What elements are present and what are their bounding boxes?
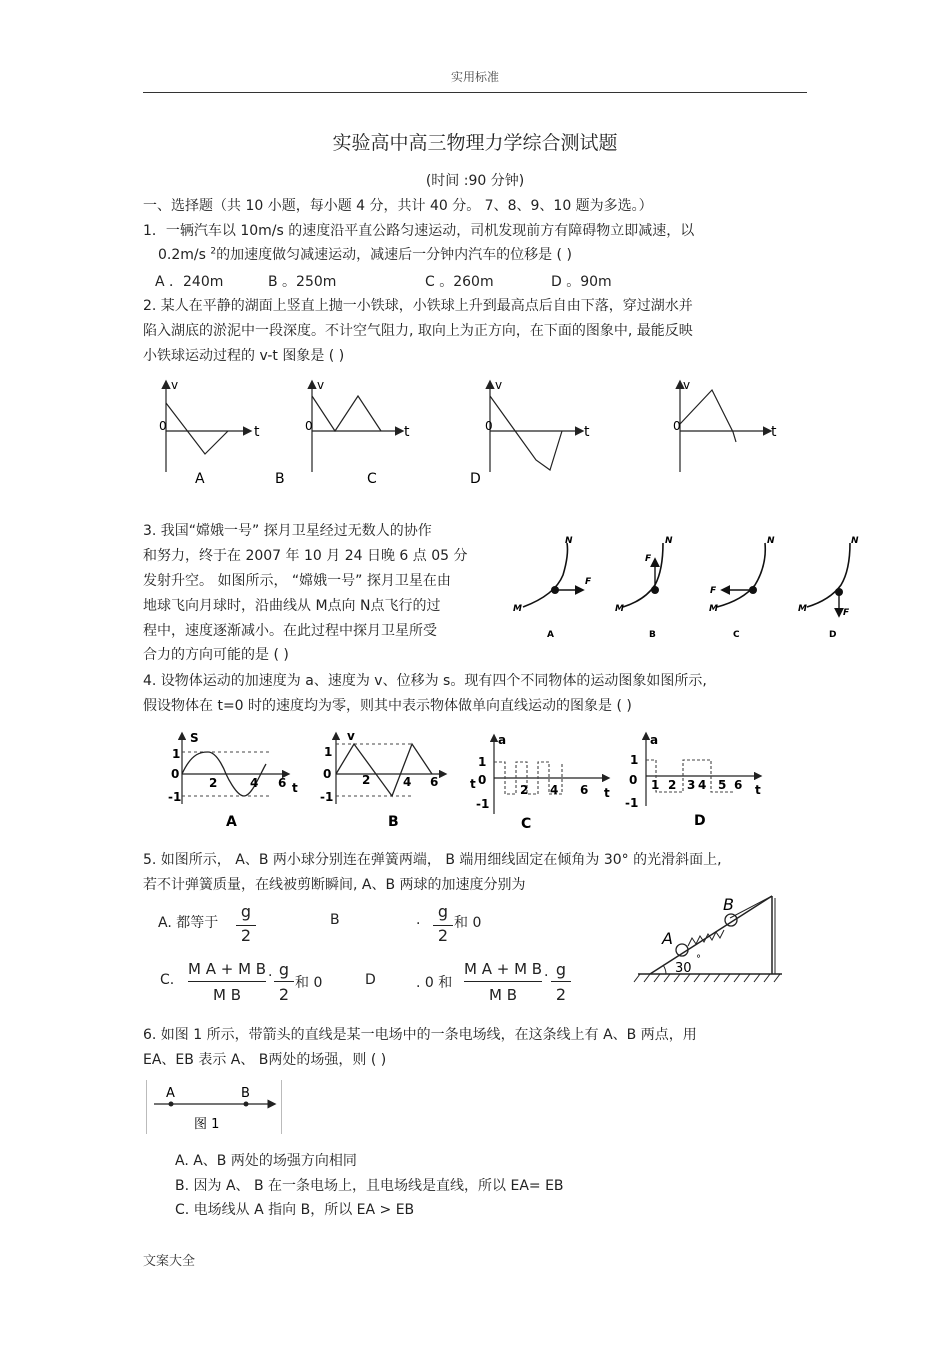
q2-origin: 0 [159, 419, 167, 433]
q4-axis-t: t [470, 777, 476, 791]
q4-graph-a [168, 731, 298, 830]
q2-axis-t: t [254, 424, 260, 440]
q2-vt-graphs [150, 372, 790, 492]
q4-tick-x: 4 [250, 776, 259, 790]
q1-line2: 0.2m/s $^2$的加速度做匀减速运动，减速后一分钟内汽车的位移是 ( ) [158, 246, 572, 263]
q5-incline-figure [630, 888, 800, 988]
q5-angle-label: 30 [675, 961, 692, 976]
q2-graph-1 [159, 378, 260, 472]
q3-point-m: M [513, 604, 522, 614]
q2-axis-v: v [683, 378, 691, 392]
q4-tick-x: 2 [209, 776, 218, 790]
q4-tick-0: 0 [323, 767, 332, 781]
q6-line2: EA、EB 表示 A、 B两处的场强，则 ( ) [143, 1052, 387, 1068]
q3-label-a: A [547, 630, 554, 640]
q5-option-b-dot: . [416, 912, 421, 928]
q3-line3: 发射升空。 如图所示， “嫦娥一号” 探月卫星在由 [143, 573, 451, 589]
q6-line1: 6. 如图 1 所示，带箭头的直线是某一电场中的一条电场线，在这条线上有 A、B 两点，用 [143, 1027, 697, 1043]
q3-label-b: B [649, 630, 656, 640]
section-heading: 一、选择题（共 10 小题，每小题 4 分，共计 40 分。 7、8、9、10 题为多选。） [143, 198, 653, 214]
q2-graph-3 [485, 378, 590, 472]
q4-graph-c [470, 733, 610, 832]
q5-option-d-g: g [555, 960, 567, 979]
q5-option-c-label: C. [160, 972, 175, 988]
q2-origin: 0 [673, 419, 681, 433]
q4-tick-0: 0 [478, 773, 487, 787]
q6-option-c: C. 电场线从 A 指向 B，所以 EA > EB [175, 1202, 415, 1218]
q5-option-c-2: 2 [278, 985, 290, 1004]
q4-graph-d [625, 733, 761, 829]
page-footer: 文案大全 [143, 1254, 196, 1269]
q4-tick-m1: -1 [320, 790, 334, 804]
q4-label-c: C [521, 816, 532, 832]
q3-point-m: M [798, 604, 807, 614]
q5-ball-b-label: B [723, 895, 734, 914]
q4-tick-x: 4 [698, 778, 707, 792]
q5-option-b-numerator: g [437, 902, 449, 921]
header-rule [143, 92, 807, 93]
q3-line2: 和努力，终于在 2007 年 10 月 24 日晚 6 点 05 分 [143, 548, 468, 564]
q2-line1: 2. 某人在平静的湖面上竖直上抛一小铁球，小铁球上升到最高点后自由下落，穿过湖水并 [143, 298, 693, 314]
q2-axis-v: v [317, 378, 325, 392]
q1-line1: 1．一辆汽车以 10m/s 的速度沿平直公路匀速运动，司机发现前方有障碍物立即减速，以 [143, 223, 695, 239]
q4-line2: 假设物体在 t=0 时的速度均为零，则其中表示物体做单向直线运动的图象是 ( ) [143, 698, 632, 714]
q4-tick-m1: -1 [476, 797, 490, 811]
q1-option-d: D 。90m [551, 274, 612, 290]
q5-option-d-text: . 0 和 [416, 975, 453, 991]
q3-diagram-c [709, 536, 775, 640]
q5-option-d-denominator: M B [488, 986, 517, 1004]
exam-duration: (时间 :90 分钟) [425, 173, 525, 189]
q5-fraction-bar [188, 981, 266, 982]
q6-point-a: A [166, 1086, 175, 1101]
q4-tick-1: 1 [324, 745, 333, 759]
q3-point-m: M [615, 604, 624, 614]
q5-fraction-bar [551, 981, 571, 982]
q5-line1: 5. 如图所示， A、B 两小球分别连在弹簧两端， B 端用细线固定在倾角为 30° 的光滑斜面上, [143, 852, 722, 868]
q5-option-b-label: B [330, 912, 340, 928]
q4-label-b: B [388, 814, 399, 830]
q3-point-n: N [767, 536, 775, 546]
q3-force-label: F [843, 608, 850, 618]
q4-tick-x: 2 [668, 778, 677, 792]
q4-tick-m1: -1 [168, 790, 182, 804]
q3-force-label: F [645, 554, 652, 564]
q2-line2: 陷入湖底的淤泥中一段深度。不计空气阻力, 取向上为正方向，在下面的图象中, 最能反映 [143, 323, 693, 339]
q4-tick-x: 1 [651, 778, 660, 792]
q4-motion-graphs [160, 728, 780, 834]
q2-origin: 0 [485, 419, 493, 433]
q2-label-b: B [275, 471, 285, 487]
q5-option-d-numerator: M A + M B [464, 960, 543, 978]
q5-option-a-numerator: g [240, 902, 252, 921]
q2-axis-v: v [495, 378, 503, 392]
q6-field-line-figure [146, 1080, 280, 1136]
q4-label-d: D [694, 813, 706, 829]
q5-fraction-bar [464, 981, 542, 982]
q5-option-c-denominator: M B [212, 986, 241, 1004]
q4-tick-x: 4 [550, 783, 559, 797]
q6-option-a: A. A、B 两处的场强方向相同 [175, 1153, 357, 1169]
q5-degree-symbol: ° [696, 954, 701, 965]
q5-option-a-denominator: 2 [240, 926, 252, 945]
q2-label-c: C [367, 471, 377, 487]
q4-tick-0: 0 [171, 767, 180, 781]
q4-axis-t: t [755, 783, 761, 797]
q4-tick-1: 1 [630, 753, 639, 767]
q3-line6: 合力的方向可能的是 ( ) [143, 647, 289, 663]
q5-option-c-zero: 和 0 [295, 975, 323, 991]
q2-label-a: A [195, 471, 205, 487]
q2-label-d: D [470, 471, 481, 487]
q2-axis-t: t [584, 424, 590, 440]
q6-option-b: B. 因为 A、 B 在一条电场上，且电场线是直线，所以 EA= EB [175, 1178, 564, 1194]
q2-graph-4 [673, 378, 777, 472]
q3-point-n: N [565, 536, 573, 546]
q3-line5: 程中，速度逐渐减小。在此过程中探月卫星所受 [143, 623, 437, 639]
q3-force-label: F [585, 577, 592, 587]
q2-line3: 小铁球运动过程的 v-t 图象是 ( ) [143, 348, 345, 364]
q4-tick-x: 2 [520, 783, 529, 797]
q3-point-m: M [709, 604, 718, 614]
q5-line2: 若不计弹簧质量，在线被剪断瞬间, A、B 两球的加速度分别为 [143, 877, 526, 893]
q4-tick-x: 6 [278, 776, 287, 790]
q3-diagram-b [615, 536, 673, 640]
q4-axis-s: S [190, 731, 199, 745]
q2-axis-v: v [171, 378, 179, 392]
q5-option-b-denominator: 2 [437, 926, 449, 945]
q3-diagram-a [513, 536, 592, 640]
q4-tick-1: 1 [172, 747, 181, 761]
q3-force-label: F [710, 586, 717, 596]
q1-option-a: A ．240m [155, 274, 224, 290]
q2-graph-2 [305, 378, 410, 472]
q4-tick-x: 4 [403, 775, 412, 789]
q6-figure-caption: 图 1 [194, 1117, 220, 1132]
q5-option-d-2: 2 [555, 985, 567, 1004]
q2-axis-t: t [404, 424, 410, 440]
q3-line1: 3. 我国“嫦娥一号” 探月卫星经过无数人的协作 [143, 523, 432, 539]
q4-tick-x: 6 [430, 775, 439, 789]
q3-force-diagrams [505, 535, 865, 645]
q5-fraction-bar [274, 981, 294, 982]
q2-axis-t: t [771, 424, 777, 440]
q5-option-c-g: g [278, 960, 290, 979]
q4-tick-x: 3 [687, 778, 696, 792]
q4-axis-a: a [498, 733, 507, 747]
q6-point-b: B [241, 1086, 250, 1101]
q4-tick-x: 6 [734, 778, 743, 792]
q3-diagram-d [798, 536, 859, 640]
q4-label-a: A [226, 814, 237, 830]
q1-option-b: B 。250m [268, 274, 337, 290]
q4-tick-x: 2 [362, 773, 371, 787]
q3-point-n: N [851, 536, 859, 546]
q2-origin: 0 [305, 419, 313, 433]
q4-tick-0: 0 [629, 773, 638, 787]
exam-title: 实验高中高三物理力学综合测试题 [332, 132, 618, 154]
q5-option-d-label: D [365, 972, 376, 988]
q5-option-a-label: A. 都等于 [158, 915, 219, 931]
q4-line1: 4. 设物体运动的加速度为 a、速度为 v、位移为 s。现有四个不同物体的运动图象如图所示, [143, 673, 707, 689]
q4-axis-t: t [292, 781, 298, 795]
q4-axis-v: v [347, 729, 355, 743]
q4-tick-m1: -1 [625, 796, 639, 810]
q1-option-c: C 。260m [425, 274, 494, 290]
q4-axis-t: t [604, 786, 610, 800]
q5-ball-a-label: A [662, 929, 673, 948]
page-header: 实用标准 [450, 70, 499, 84]
q5-option-c-numerator: M A + M B [188, 960, 267, 978]
q3-line4: 地球飞向月球时，沿曲线从 M点向 N点飞行的过 [143, 598, 441, 614]
q4-graph-b [320, 729, 445, 830]
q3-point-n: N [665, 536, 673, 546]
q5-option-b-zero: 和 0 [454, 915, 482, 931]
q4-tick-1: 1 [478, 755, 487, 769]
q3-label-c: C [733, 630, 740, 640]
q4-tick-x: 5 [718, 778, 727, 792]
q3-label-d: D [829, 630, 837, 640]
q4-axis-a: a [650, 733, 659, 747]
q4-tick-x: 6 [580, 783, 589, 797]
